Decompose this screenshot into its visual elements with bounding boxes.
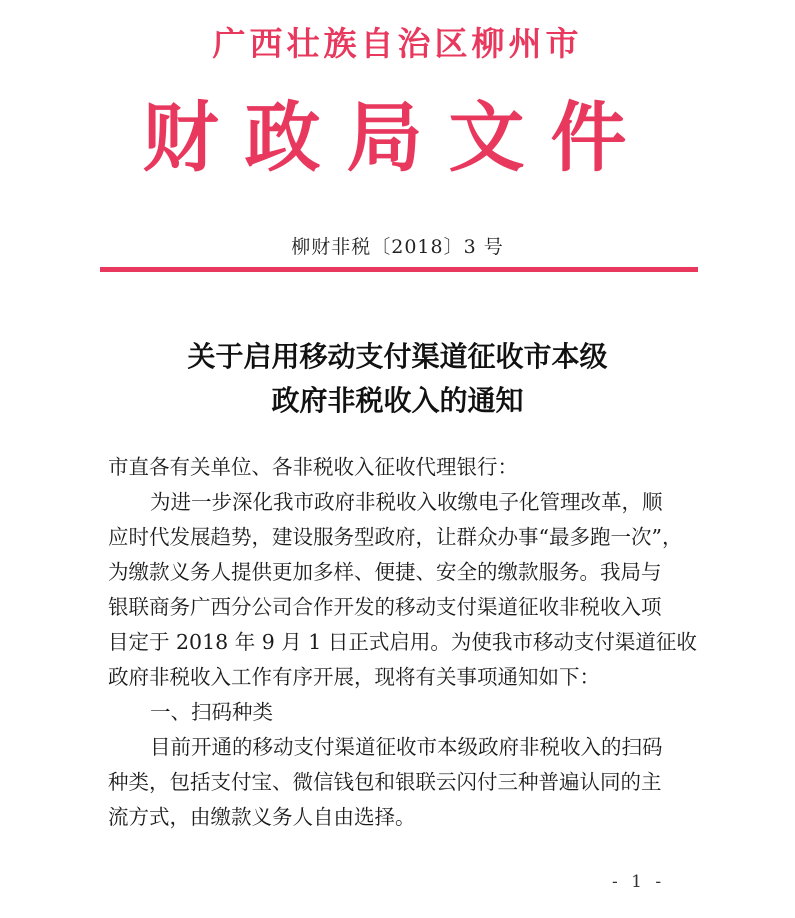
paragraph-2-line: 种类，包括支付宝、微信钱包和银联云闪付三种普遍认同的主 — [108, 770, 662, 794]
paragraph-2-line: 流方式，由缴款义务人自由选择。 — [108, 805, 416, 829]
salutation: 市直各有关单位、各非税收入征收代理银行： — [108, 455, 518, 479]
section-1-heading: 一、扫码种类 — [150, 700, 273, 724]
paragraph-1-line: 政府非税收入工作有序开展，现将有关事项通知如下： — [108, 665, 600, 689]
page-number: - 1 - — [612, 872, 666, 892]
red-divider-line — [100, 267, 698, 272]
notice-title-line-1: 关于启用移动支付渠道征收市本级 — [187, 340, 608, 373]
paragraph-2 — [108, 730, 698, 835]
paragraph-1-line: 为进一步深化我市政府非税收入收缴电子化管理改革，顺 — [150, 490, 663, 514]
paragraph-1 — [108, 485, 698, 695]
paragraph-1-line: 为缴款义务人提供更加多样、便捷、安全的缴款服务。我局与 — [108, 560, 662, 584]
paragraph-1-line: 银联商务广西分公司合作开发的移动支付渠道征收非税收入项 — [108, 595, 662, 619]
document-number: 柳财非税〔2018〕3 号 — [291, 236, 504, 258]
paragraph-2-line: 目前开通的移动支付渠道征收市本级政府非税收入的扫码 — [150, 735, 663, 759]
paragraph-1-line: 应时代发展趋势，建设服务型政府，让群众办事“最多跑一次”， — [108, 525, 683, 549]
document-body — [108, 450, 698, 835]
issuer-region: 广西壮族自治区柳州市 — [212, 24, 583, 63]
issuer-document-title: 财政局文件 — [142, 93, 653, 182]
notice-title — [0, 335, 795, 423]
paragraph-1-line: 目定于 2018 年 9 月 1 日正式启用。为使我市移动支付渠道征收 — [108, 630, 697, 654]
notice-title-line-2: 政府非税收入的通知 — [271, 384, 524, 417]
